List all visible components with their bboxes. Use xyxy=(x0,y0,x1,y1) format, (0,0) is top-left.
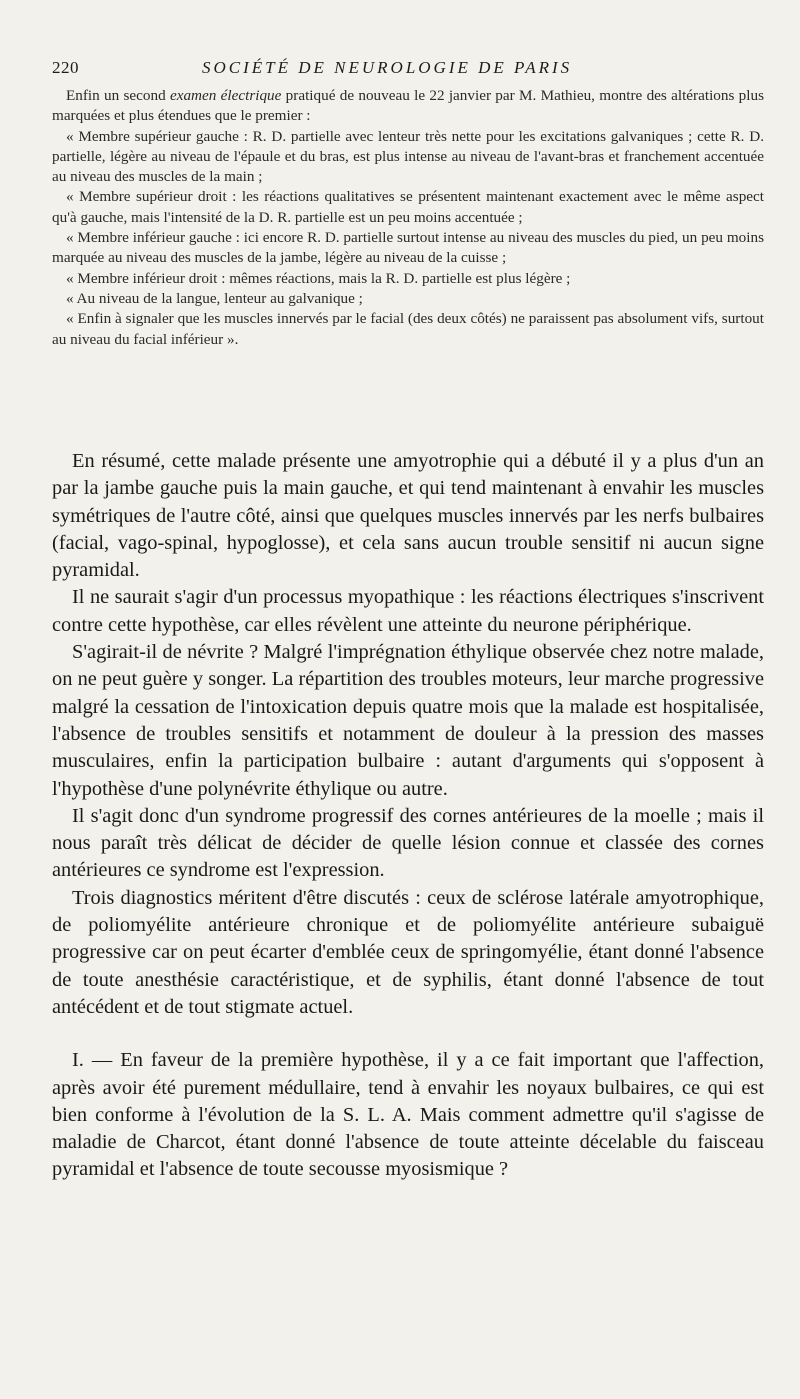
small-paragraph-1-end: pratiqué de nouveau le 22 janvier par M. Mathieu, montre des altérations plus marquées et plus étendues que le premier : xyxy=(52,87,764,125)
small-paragraph-6: « Au niveau de la langue, lenteur au galvanique ; xyxy=(66,289,363,307)
small-paragraph-5: « Membre inférieur droit : mêmes réactions, mais la R. D. partielle est plus légère ; xyxy=(66,269,571,287)
small-paragraph-4: « Membre inférieur gauche : ici encore R. D. partielle surtout intense au niveau des muscles du pied, un peu moins marquée au niveau des muscles de la jambe, légère au niveau de la cuisse ; xyxy=(52,229,764,267)
neuritis-paragraph: S'agirait-il de névrite ? Malgré l'imprégnation éthylique observée chez notre malade, on ne peut guère y songer. La répartition des troubles moteurs, leur marche progressive malgré la cessation de l'intoxication depuis quatre mois que la malade est hospitalisée, l'absence de troubles sensitifs et notamment de douleur à la pression des masses musculaires, enfin la participation bulbaire : autant d'arguments qui s'opposent à l'hypothèse d'une polynévrite éthylique ou autre. xyxy=(52,641,764,800)
running-head xyxy=(52,58,762,84)
syndrome-paragraph: Il s'agit donc d'un syndrome progressif des cornes antérieures de la moelle ; mais il nous paraît très délicat de décider de quelle lésion connue et classée des cornes antérieures ce syndrome est l'expression. xyxy=(52,804,764,882)
page-number: 220 xyxy=(52,58,79,77)
discussion-body xyxy=(52,448,764,1184)
myopathy-paragraph: Il ne saurait s'agir d'un processus myopathique : les réactions électriques s'inscrivent contre cette hypothèse, car elles révèlent une atteinte du neurone périphérique. xyxy=(52,586,764,636)
small-paragraph-7: « Enfin à signaler que les muscles innervés par le facial (des deux côtés) ne paraissent pas absolument vifs, surtout au niveau du facial inférieur ». xyxy=(52,310,764,348)
first-hypothesis-paragraph: I. — En faveur de la première hypothèse, il y a ce fait important que l'affection, après avoir été purement médullaire, tend à envahir les noyaux bulbaires, ce qui est bien conforme à l'évolution de la S. L. A. Mais comment admettre qu'il s'agisse de maladie de Charcot, étant donné l'absence de toute atteinte décelable du faisceau pyramidal et l'absence de toute secousse myosismique ? xyxy=(52,1049,764,1181)
small-paragraph-1-start: Enfin un second xyxy=(66,87,170,104)
exam-term: examen électrique xyxy=(169,87,282,104)
small-paragraph-3: « Membre supérieur droit : les réactions qualitatives se présentent maintenant exactement avec le même aspect qu'à gauche, mais l'intensité de la D. R. partielle est un peu moins accentuée ; xyxy=(52,188,764,226)
diagnostics-paragraph: Trois diagnostics méritent d'être discutés : ceux de sclérose latérale amyotrophique, de poliomyélite antérieure chronique et de poliomyélite antérieure subaiguë progressive car on peut écarter d'emblée ceux de springomyélie, étant donné l'absence de toute anesthésie caractéristique, et de syphilis, étant donné l'absence de tout antécédent et de tout stigmate actuel. xyxy=(52,886,764,1018)
small-paragraph-2: « Membre supérieur gauche : R. D. partielle avec lenteur très nette pour les excitations galvaniques ; cette R. D. partielle, légère au niveau de l'épaule et du bras, est plus intense au niveau de l'avant-bras et franchement accentuée au niveau des muscles de la main ; xyxy=(52,127,764,186)
small-paragraph-1 xyxy=(52,86,764,127)
journal-title: SOCIÉTÉ DE NEUROLOGIE DE PARIS xyxy=(202,58,573,77)
electrical-exam-report xyxy=(52,86,764,350)
summary-paragraph: En résumé, cette malade présente une amyotrophie qui a débuté il y a plus d'un an par la jambe gauche puis la main gauche, et qui tend maintenant à envahir les muscles symétriques de l'autre côté, ainsi que quelques muscles innervés par les nerfs bulbaires (facial, vago-spinal, hypoglosse), et cela sans aucun trouble sensitif ni aucun signe pyramidal. xyxy=(52,450,764,582)
